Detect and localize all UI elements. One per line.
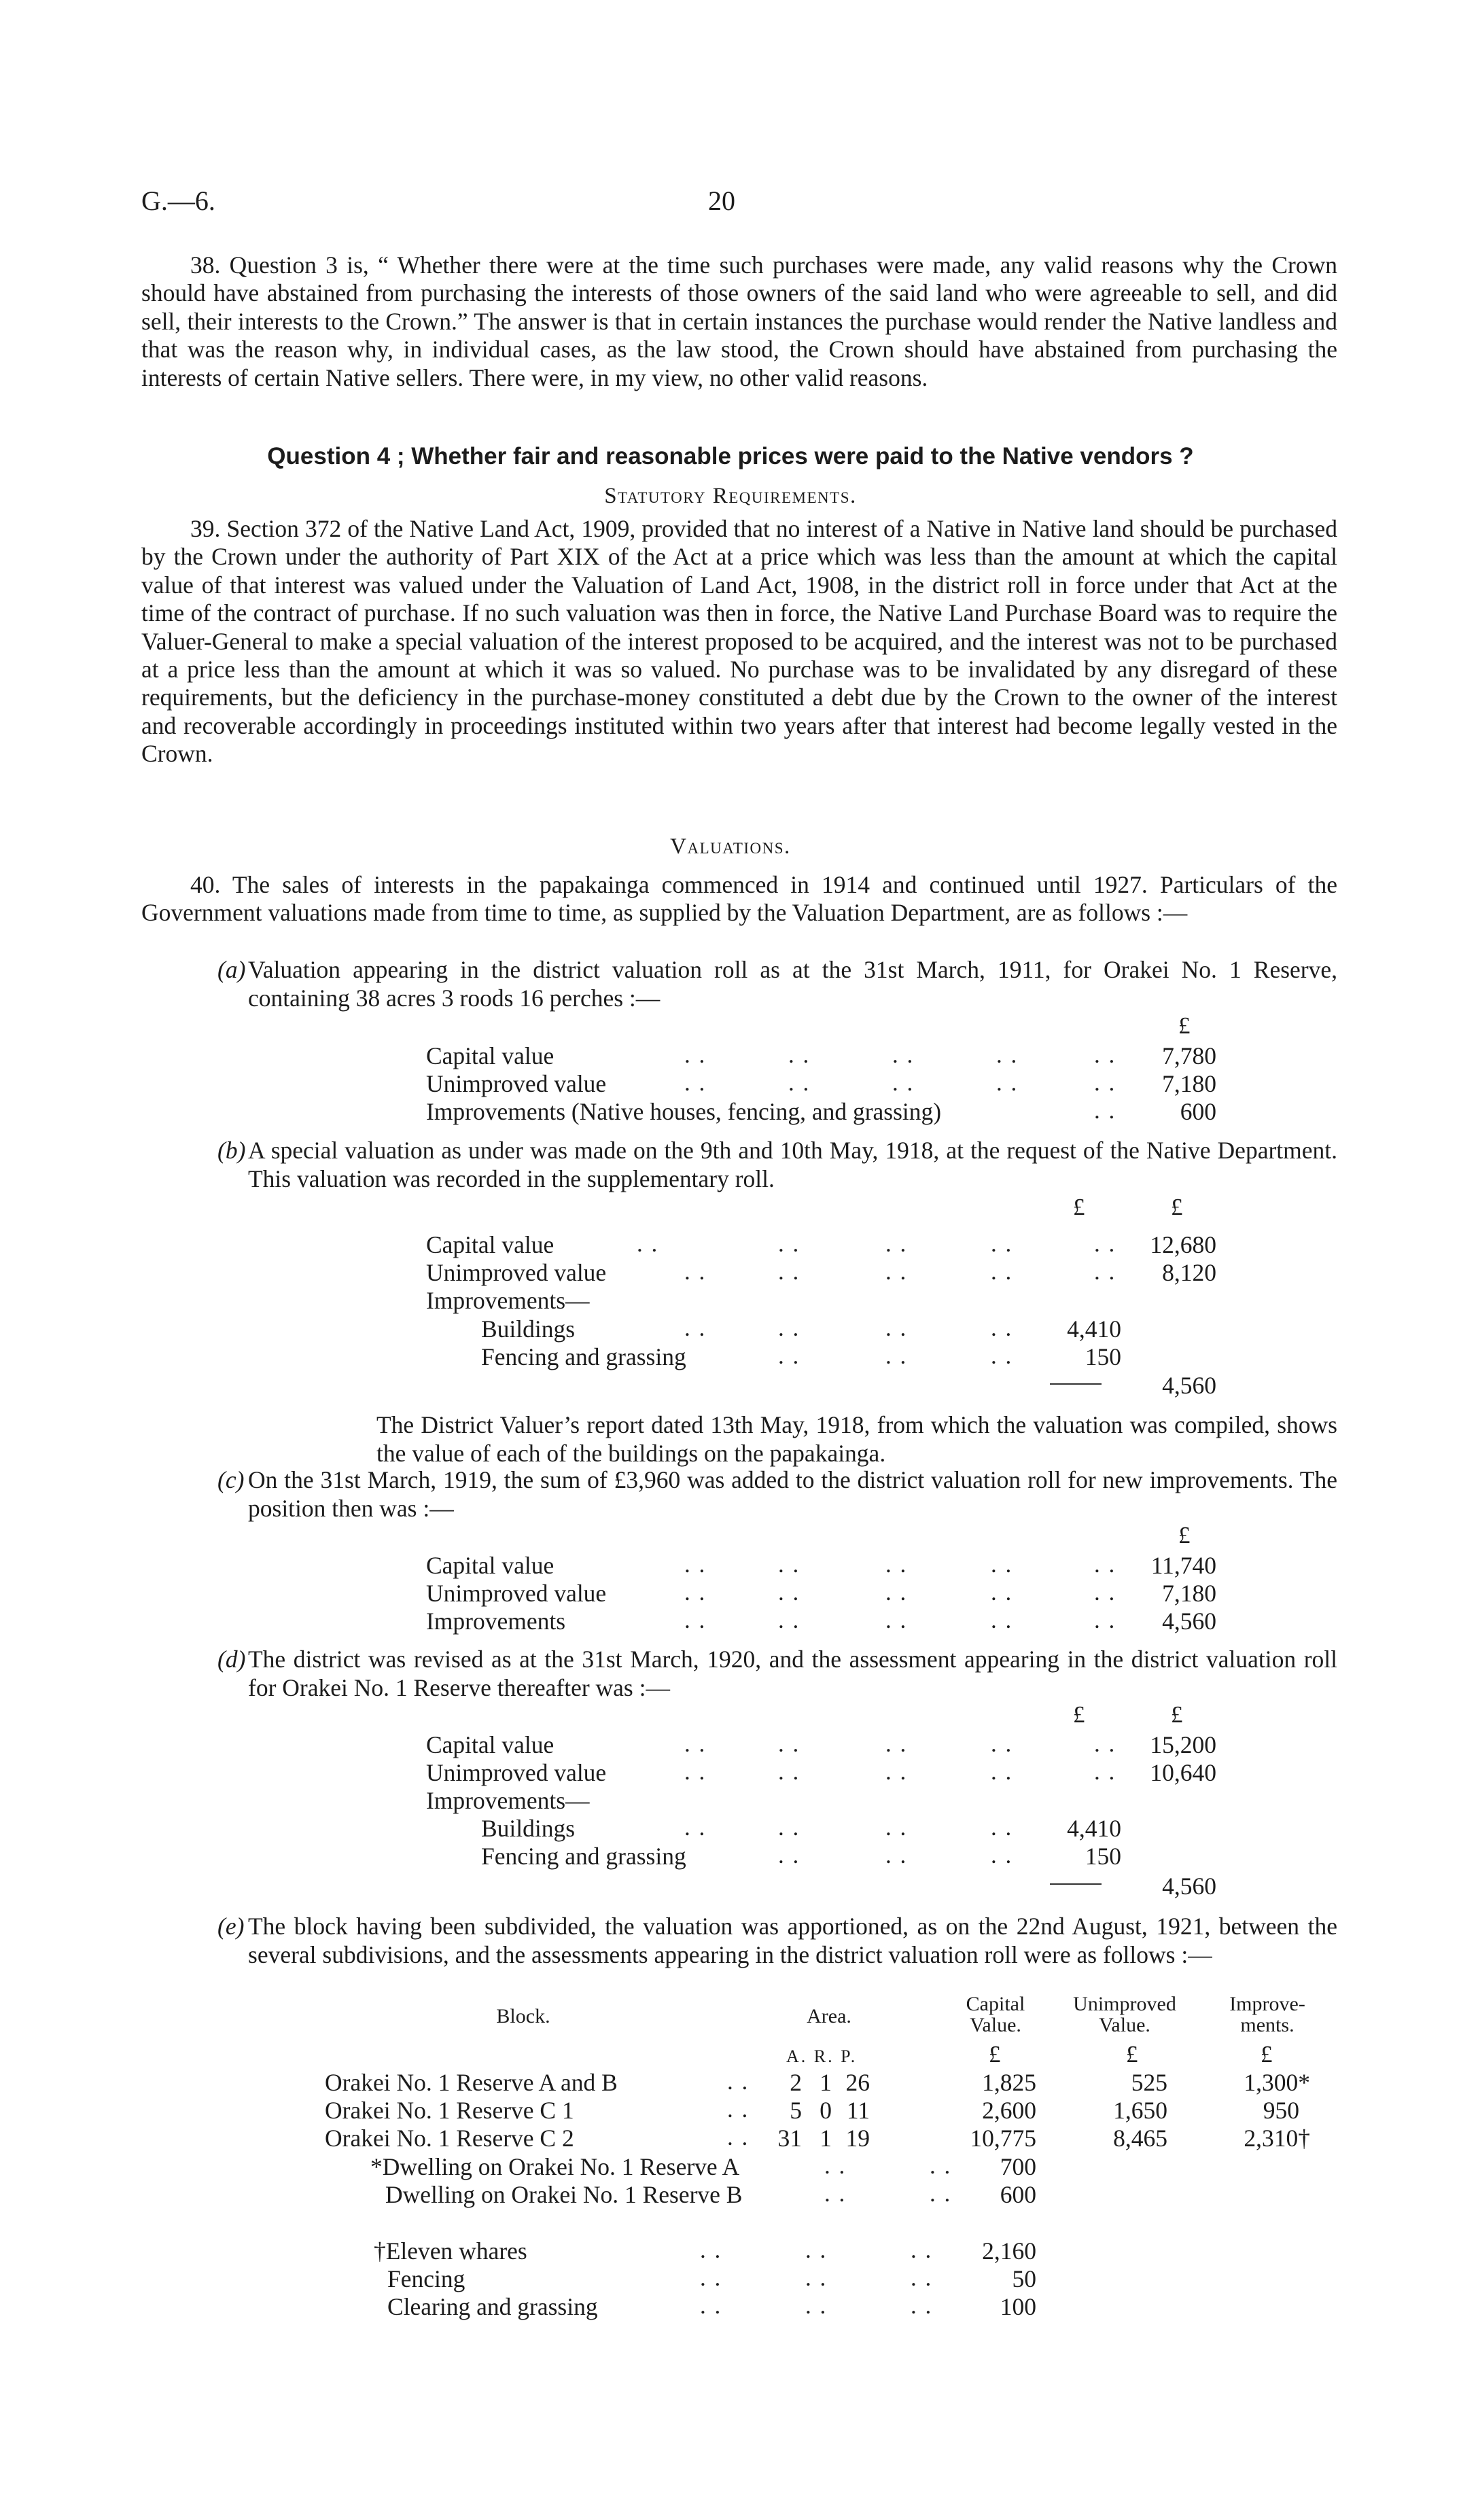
item-a — [217, 956, 1337, 1012]
pound-sign: £ — [1073, 1701, 1085, 1728]
footnote-star-2-label: Dwelling on Orakei No. 1 Reserve B — [385, 2181, 743, 2208]
leader-dots: . . — [885, 1814, 908, 1841]
c-unimproved-value: 7,180 — [1162, 1580, 1216, 1607]
question-4-heading: Question 4 ; Whether fair and reasonable prices were paid to the Native vendors ? — [267, 443, 1194, 469]
b-unimproved-value: 8,120 — [1162, 1259, 1216, 1286]
leader-dots: . . — [892, 1069, 915, 1096]
pound-sign: £ — [1178, 1522, 1191, 1548]
leader-dots: . . — [727, 2096, 750, 2123]
item-a-label: (a) — [217, 956, 246, 983]
pound-sign: £ — [1171, 1701, 1183, 1728]
leader-dots: . . — [991, 1230, 1013, 1257]
leader-dots: . . — [885, 1579, 908, 1605]
e-row-3-roods: 1 — [820, 2125, 832, 2152]
item-b-label: (b) — [217, 1137, 246, 1164]
e-row-3-acres: 31 — [777, 2125, 802, 2152]
footnote-star-1-value: 700 — [1000, 2153, 1036, 2180]
pound-sign: £ — [1261, 2041, 1273, 2068]
leader-dots: . . — [911, 2237, 933, 2263]
item-d-text: The district was revised as at the 31st March, 1920, and the assessment appearing in the district valuation roll for Orakei No. 1 Reserve thereafter was :— — [248, 1646, 1337, 1701]
e-row-3-unimproved: 8,465 — [1113, 2125, 1167, 2152]
leader-dots: . . — [684, 1042, 707, 1068]
pound-sign: £ — [1073, 1194, 1085, 1220]
c-improvements-value: 4,560 — [1162, 1608, 1216, 1635]
d-fencing-value: 150 — [1085, 1843, 1121, 1870]
leader-dots: . . — [885, 1731, 908, 1757]
e-row-1-unimproved: 525 — [1131, 2069, 1167, 2096]
footnote-star-2-value: 600 — [1000, 2181, 1036, 2208]
b-fencing-label: Fencing and grassing — [481, 1343, 686, 1370]
d-fencing-label: Fencing and grassing — [481, 1843, 686, 1870]
a-improvements-label: Improvements (Native houses, fencing, and grassing) — [426, 1098, 942, 1125]
leader-dots: . . — [805, 2265, 828, 2291]
subtotal-rule — [1050, 1383, 1102, 1385]
leader-dots: . . — [991, 1551, 1013, 1578]
leader-dots: . . — [885, 1230, 908, 1257]
leader-dots: . . — [684, 1579, 707, 1605]
b-buildings-label: Buildings — [481, 1315, 576, 1343]
b-fencing-value: 150 — [1085, 1343, 1121, 1370]
d-improvements-label: Improvements— — [426, 1787, 590, 1814]
pound-sign: £ — [1171, 1194, 1183, 1220]
leader-dots: . . — [727, 2124, 750, 2150]
leader-dots: . . — [805, 2237, 828, 2263]
item-d — [217, 1646, 1337, 1702]
footnote-dagger-3-label: Clearing and grassing — [387, 2293, 598, 2320]
leader-dots: . . — [930, 2180, 952, 2207]
b-improvements-total: 4,560 — [1162, 1372, 1216, 1399]
leader-dots: . . — [991, 1607, 1013, 1633]
e-row-1-acres: 2 — [790, 2069, 802, 2096]
a-improvements-value: 600 — [1180, 1098, 1216, 1125]
d-improvements-total: 4,560 — [1162, 1873, 1216, 1900]
col-header-unimproved: Unimproved Value. — [1073, 1993, 1176, 2036]
leader-dots: . . — [778, 1343, 800, 1369]
item-b-note — [376, 1411, 1337, 1468]
leader-dots: . . — [885, 1551, 908, 1578]
leader-dots: . . — [788, 1042, 811, 1068]
d-unimproved-label: Unimproved value — [426, 1759, 607, 1786]
leader-dots: . . — [778, 1607, 800, 1633]
b-capital-label: Capital value — [426, 1231, 555, 1258]
item-b — [217, 1137, 1337, 1193]
leader-dots: . . — [788, 1069, 811, 1096]
leader-dots: . . — [1094, 1230, 1116, 1257]
leader-dots: . . — [991, 1842, 1013, 1868]
leader-dots: . . — [885, 1842, 908, 1868]
leader-dots: . . — [885, 1343, 908, 1369]
leader-dots: . . — [991, 1731, 1013, 1757]
leader-dots: . . — [700, 2265, 722, 2291]
item-a-text: Valuation appearing in the district valuation roll as at the 31st March, 1911, for Orakei No. 1 Reserve, containing 38 acres 3 roods 16 perches :— — [248, 956, 1337, 1012]
item-b-note-text: The District Valuer’s report dated 13th May, 1918, from which the valuation was compiled, shows the value of each of the buildings on the papakainga. — [376, 1411, 1337, 1467]
leader-dots: . . — [1094, 1607, 1116, 1633]
col-header-area-units: A. R. P. — [786, 2046, 858, 2066]
e-row-3-block: Orakei No. 1 Reserve C 2 — [325, 2125, 574, 2152]
paragraph-39-text: 39. Section 372 of the Native Land Act, 1909, provided that no interest of a Native in Native land should be purchased by the Crown under the authority of Part XIX of the Act at a price which was less than the amount at which the capital value of that interest was valued under the Valuation of Land Act, 1908, in the district roll in force under that Act at the time of the contract of purchase. If no such valuation was then in force, the Native Land Purchase Board was to require the Valuer-General to make a special valuation of the interest proposed to be acquired, and the interest was not to be purchased at a price less than the amount at which it was so valued. No purchase was to be invalidated by any disregard of these requirements, but the deficiency in the purchase-money constituted a debt due by the Crown to the owner of the interest and recoverable accordingly in proceedings instituted within two years after that interest had become legally vested in the Crown. — [141, 515, 1337, 768]
leader-dots: . . — [885, 1258, 908, 1285]
d-capital-label: Capital value — [426, 1731, 555, 1758]
item-c-label: (c) — [217, 1466, 245, 1493]
leader-dots: . . — [1094, 1097, 1116, 1124]
b-capital-value: 12,680 — [1150, 1231, 1216, 1258]
e-row-2-unimproved: 1,650 — [1113, 2097, 1167, 2124]
leader-dots: . . — [892, 1042, 915, 1068]
a-capital-label: Capital value — [426, 1042, 555, 1069]
e-row-1-perches: 26 — [845, 2069, 870, 2096]
leader-dots: . . — [700, 2237, 722, 2263]
statutory-requirements-heading: Statutory Requirements. — [604, 484, 857, 508]
item-b-text: A special valuation as under was made on the 9th and 10th May, 1918, at the request of the Native Department. This valuation was recorded in the supplementary roll. — [248, 1137, 1337, 1192]
footnote-dagger-3-value: 100 — [1000, 2293, 1036, 2320]
leader-dots: . . — [1094, 1758, 1116, 1785]
leader-dots: . . — [885, 1607, 908, 1633]
leader-dots: . . — [805, 2292, 828, 2319]
leader-dots: . . — [824, 2152, 847, 2179]
leader-dots: . . — [824, 2180, 847, 2207]
footnote-dagger-1-label: †Eleven whares — [374, 2237, 527, 2265]
page-number: 20 — [708, 185, 735, 216]
leader-dots: . . — [778, 1315, 800, 1341]
leader-dots: . . — [911, 2265, 933, 2291]
leader-dots: . . — [911, 2292, 933, 2319]
leader-dots: . . — [930, 2152, 952, 2179]
a-unimproved-label: Unimproved value — [426, 1070, 607, 1097]
b-buildings-value: 4,410 — [1067, 1315, 1121, 1343]
pound-sign: £ — [1126, 2041, 1138, 2068]
leader-dots: . . — [991, 1315, 1013, 1341]
item-e-text: The block having been subdivided, the valuation was apportioned, as on the 22nd August, 1921, between the several subdivisions, and the assessments appearing in the district valuation roll were as follows :— — [248, 1913, 1337, 1968]
footnote-dagger-2-value: 50 — [1012, 2265, 1036, 2292]
document-reference: G.—6. — [141, 185, 215, 216]
col-header-improvements: Improve- ments. — [1229, 1993, 1305, 2036]
pound-sign: £ — [1178, 1012, 1191, 1039]
leader-dots: . . — [684, 1607, 707, 1633]
leader-dots: . . — [885, 1758, 908, 1785]
leader-dots: . . — [637, 1230, 659, 1257]
footnote-dagger-2-label: Fencing — [387, 2265, 465, 2292]
e-row-3-capital: 10,775 — [970, 2125, 1036, 2152]
leader-dots: . . — [684, 1315, 707, 1341]
d-buildings-value: 4,410 — [1067, 1815, 1121, 1842]
leader-dots: . . — [684, 1758, 707, 1785]
a-unimproved-value: 7,180 — [1162, 1070, 1216, 1097]
valuations-heading: Valuations. — [670, 834, 791, 859]
paragraph-38-text: 38. Question 3 is, “ Whether there were at the time such purchases were made, any valid reasons why the Crown should have abstained from purchasing the interests of those owners of the said land who were agreeable to sell, and did sell, their interests to the Crown.” The answer is that in certain instances the purchase would render the Native landless and that was the reason why, in individual cases, as the law stood, the Crown should have abstained from purchasing the interests of certain Native sellers. There were, in my view, no other valid reasons. — [141, 251, 1337, 391]
d-buildings-label: Buildings — [481, 1815, 576, 1842]
col-header-capital: Capital Value. — [966, 1993, 1025, 2036]
leader-dots: . . — [1094, 1551, 1116, 1578]
leader-dots: . . — [778, 1258, 800, 1285]
paragraph-38 — [141, 251, 1337, 392]
leader-dots: . . — [727, 2068, 750, 2095]
leader-dots: . . — [684, 1731, 707, 1757]
c-improvements-label: Improvements — [426, 1608, 566, 1635]
e-row-3-perches: 19 — [845, 2125, 870, 2152]
col-header-area: Area. — [807, 2005, 851, 2027]
e-row-2-acres: 5 — [790, 2097, 802, 2124]
paragraph-40 — [141, 871, 1337, 927]
leader-dots: . . — [1094, 1731, 1116, 1757]
e-row-2-perches: 11 — [846, 2097, 870, 2124]
col-header-block: Block. — [496, 2005, 550, 2027]
leader-dots: . . — [996, 1042, 1019, 1068]
c-capital-label: Capital value — [426, 1552, 555, 1579]
paragraph-40-text: 40. The sales of interests in the papakainga commenced in 1914 and continued until 1927. Particulars of the Government valuations made from time to time, as supplied by the Valuation Department, are as follows :— — [141, 871, 1337, 927]
e-row-2-roods: 0 — [820, 2097, 832, 2124]
item-e — [217, 1913, 1337, 1969]
leader-dots: . . — [684, 1258, 707, 1285]
leader-dots: . . — [778, 1731, 800, 1757]
e-row-1-improvements: 1,300* — [1244, 2069, 1310, 2096]
leader-dots: . . — [1094, 1069, 1116, 1096]
item-d-label: (d) — [217, 1646, 246, 1673]
leader-dots: . . — [778, 1230, 800, 1257]
leader-dots: . . — [778, 1579, 800, 1605]
e-row-1-capital: 1,825 — [982, 2069, 1036, 2096]
leader-dots: . . — [778, 1758, 800, 1785]
leader-dots: . . — [991, 1758, 1013, 1785]
a-capital-value: 7,780 — [1162, 1042, 1216, 1069]
leader-dots: . . — [1094, 1042, 1116, 1068]
item-c — [217, 1466, 1337, 1523]
footnote-dagger-1-value: 2,160 — [982, 2237, 1036, 2265]
leader-dots: . . — [778, 1842, 800, 1868]
leader-dots: . . — [991, 1343, 1013, 1369]
leader-dots: . . — [684, 1069, 707, 1096]
subtotal-rule — [1050, 1883, 1102, 1885]
e-row-3-improvements: 2,310† — [1244, 2125, 1310, 2152]
e-row-2-capital: 2,600 — [982, 2097, 1036, 2124]
leader-dots: . . — [885, 1315, 908, 1341]
leader-dots: . . — [778, 1814, 800, 1841]
d-unimproved-value: 10,640 — [1150, 1759, 1216, 1786]
b-improvements-label: Improvements— — [426, 1287, 590, 1314]
e-row-1-roods: 1 — [820, 2069, 832, 2096]
leader-dots: . . — [700, 2292, 722, 2319]
leader-dots: . . — [778, 1551, 800, 1578]
leader-dots: . . — [1094, 1579, 1116, 1605]
e-row-2-improvements: 950 — [1263, 2097, 1299, 2124]
e-row-1-block: Orakei No. 1 Reserve A and B — [325, 2069, 618, 2096]
e-row-2-block: Orakei No. 1 Reserve C 1 — [325, 2097, 574, 2124]
item-e-label: (e) — [217, 1913, 245, 1940]
paragraph-39 — [141, 515, 1337, 768]
leader-dots: . . — [996, 1069, 1019, 1096]
pound-sign: £ — [989, 2041, 1001, 2068]
leader-dots: . . — [1094, 1258, 1116, 1285]
item-c-text: On the 31st March, 1919, the sum of £3,960 was added to the district valuation roll for new improvements. The position then was :— — [248, 1466, 1337, 1522]
footnote-star-1-label: *Dwelling on Orakei No. 1 Reserve A — [370, 2153, 740, 2180]
leader-dots: . . — [991, 1814, 1013, 1841]
d-capital-value: 15,200 — [1150, 1731, 1216, 1758]
leader-dots: . . — [991, 1258, 1013, 1285]
leader-dots: . . — [684, 1814, 707, 1841]
c-capital-value: 11,740 — [1150, 1552, 1216, 1579]
b-unimproved-label: Unimproved value — [426, 1259, 607, 1286]
c-unimproved-label: Unimproved value — [426, 1580, 607, 1607]
leader-dots: . . — [991, 1579, 1013, 1605]
leader-dots: . . — [684, 1551, 707, 1578]
